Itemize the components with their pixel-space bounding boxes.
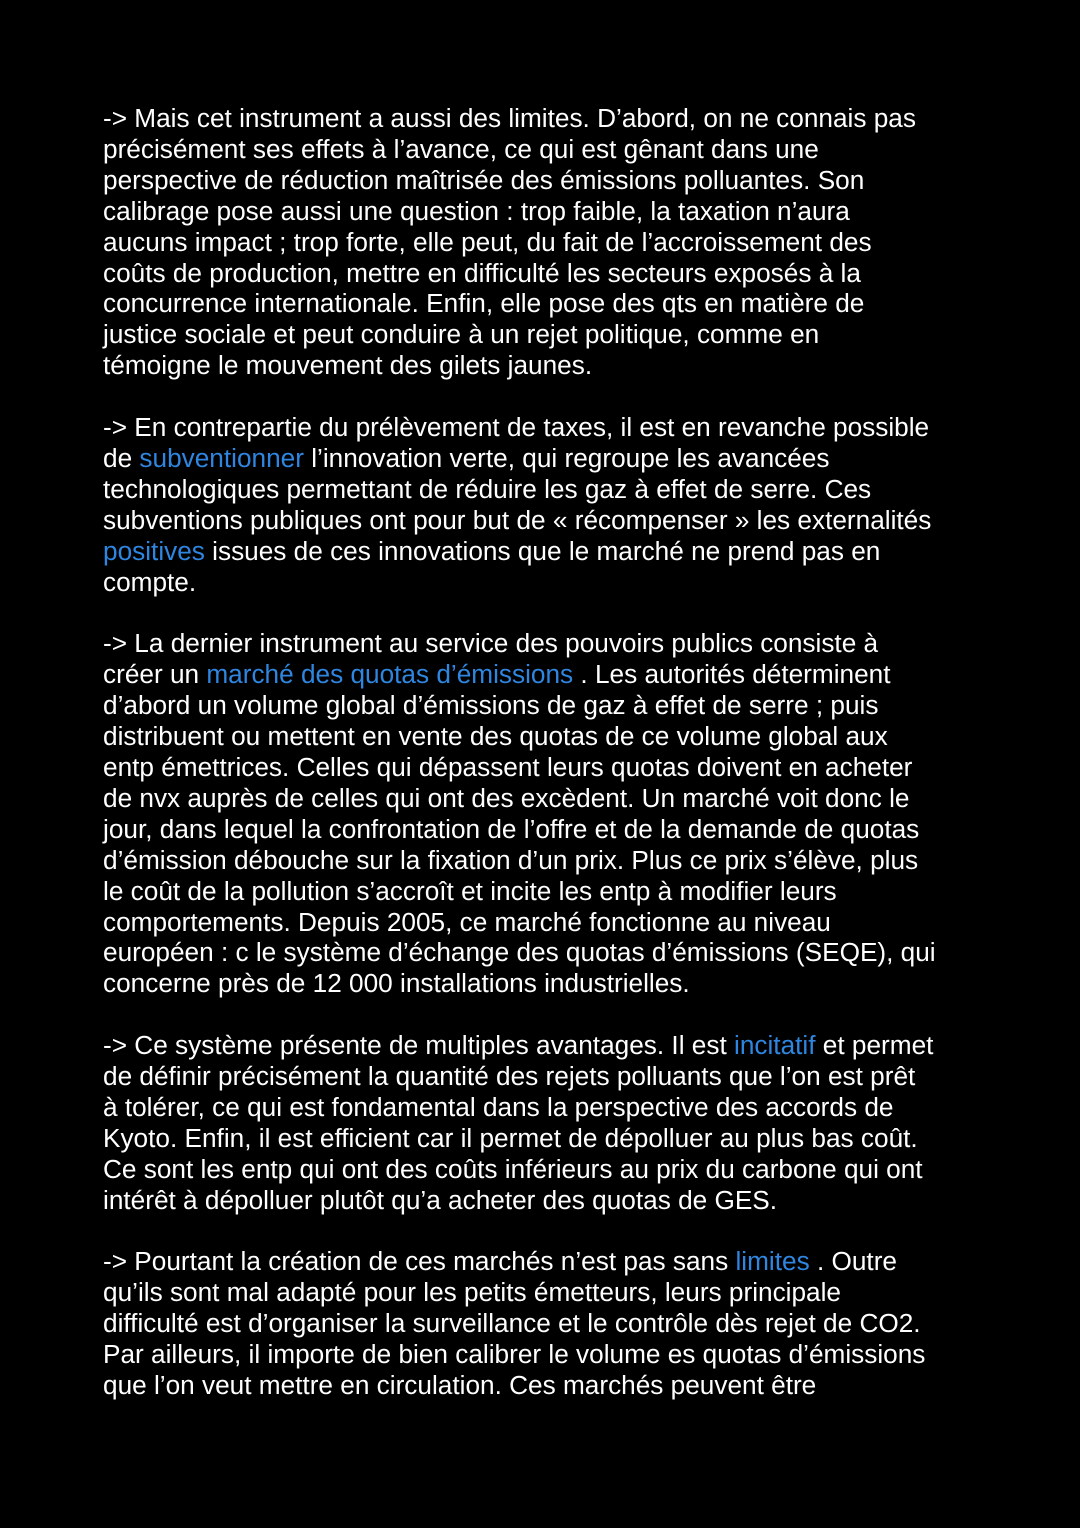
highlighted-term-subventionner: subventionner: [139, 442, 304, 473]
text-segment: et permet: [815, 1030, 934, 1061]
text-line: témoigne le mouvement des gilets jaunes.: [103, 350, 593, 381]
text-line: concurrence internationale. Enfin, elle pose des qts en matière de: [103, 288, 865, 319]
text-line: [103, 1246, 1003, 1277]
text-line: compte.: [103, 566, 197, 597]
text-line: -> En contrepartie du prélèvement de taxes, il est en revanche possible: [103, 412, 930, 443]
highlighted-term-positives: positives: [103, 535, 205, 566]
text-line: [103, 443, 1003, 474]
text-line: coûts de production, mettre en difficulté les secteurs exposés à la: [103, 257, 861, 288]
paragraph-limits-of-tax: [103, 103, 1003, 381]
text-line: jour, dans lequel la confrontation de l’offre et de la demande de quotas: [103, 813, 920, 844]
text-line: calibrage pose aussi une question : trop faible, la taxation n’aura: [103, 195, 850, 226]
text-line: d’abord un volume global d’émissions de gaz à effet de serre ; puis: [103, 690, 879, 721]
text-line: de définir précisément la quantité des rejets polluants que l’on est prêt: [103, 1061, 916, 1092]
text-line: aucuns impact ; trop forte, elle peut, du fait de l’accroissement des: [103, 226, 872, 257]
highlighted-term-incitatif: incitatif: [734, 1030, 816, 1061]
text-segment: de: [103, 442, 140, 473]
text-line: perspective de réduction maîtrisée des émissions polluantes. Son: [103, 164, 865, 195]
text-line: intérêt à dépolluer plutôt qu’a acheter des quotas de GES.: [103, 1184, 778, 1215]
text-line: entp émettrices. Celles qui dépassent leurs quotas doivent en acheter: [103, 752, 913, 782]
text-segment: issues de ces innovations que le marché ne prend pas en: [204, 535, 881, 566]
text-line: justice sociale et peut conduire à un rejet politique, comme en: [103, 319, 820, 350]
text-line: [103, 536, 1003, 567]
text-line: qu’ils sont mal adapté pour les petits émetteurs, leurs principale: [103, 1277, 841, 1308]
text-segment: -> Pourtant la création de ces marchés n’est pas sans: [103, 1246, 736, 1277]
text-line: difficulté est d’organiser la surveillance et le contrôle dès rejet de CO2.: [103, 1308, 921, 1339]
text-line: de nvx auprès de celles qui ont des excèdent. Un marché voit donc le: [103, 782, 910, 813]
text-line: -> La dernier instrument au service des pouvoirs publics consiste à: [103, 628, 879, 659]
paragraph-emission-quotas-market: [103, 628, 1003, 999]
text-line: le coût de la pollution s’accroît et incite les entp à modifier leurs: [103, 875, 837, 906]
text-line: concerne près de 12 000 installations industrielles.: [103, 968, 690, 999]
text-line: technologiques permettant de réduire les gaz à effet de serre. Ces: [103, 473, 872, 504]
text-line: -> Mais cet instrument a aussi des limites. D’abord, on ne connais pas: [103, 103, 916, 133]
text-line: précisément ses effets à l’avance, ce qui est gênant dans une: [103, 133, 819, 164]
text-line: comportements. Depuis 2005, ce marché fonctionne au niveau: [103, 906, 831, 937]
text-line: européen : c le système d’échange des quotas d’émissions (SEQE), qui: [103, 937, 936, 968]
text-line: Ce sont les entp qui ont des coûts inférieurs au prix du carbone qui ont: [103, 1153, 923, 1184]
text-line: à tolérer, ce qui est fondamental dans la perspective des accords de: [103, 1091, 894, 1122]
text-segment: . Les autorités déterminent: [573, 659, 891, 690]
text-line: que l’on veut mettre en circulation. Ces marchés peuvent être: [103, 1370, 817, 1401]
paragraph-advantages: [103, 1030, 1003, 1215]
text-segment: . Outre: [809, 1246, 897, 1277]
text-segment: -> Ce système présente de multiples avantages. Il est: [103, 1030, 734, 1061]
document-page: [103, 103, 1003, 1432]
text-line: Kyoto. Enfin, il est efficient car il permet de dépolluer au plus bas coût.: [103, 1122, 918, 1153]
paragraph-subsidies: [103, 412, 1003, 597]
text-line: distribuent ou mettent en vente des quotas de ce volume global aux: [103, 721, 888, 752]
text-line: [103, 659, 1003, 690]
text-segment: l’innovation verte, qui regroupe les avancées: [303, 442, 830, 473]
highlighted-term-marche-quotas: marché des quotas d’émissions: [206, 659, 574, 690]
text-line: Par ailleurs, il importe de bien calibrer le volume es quotas d’émissions: [103, 1339, 926, 1370]
text-segment: créer un: [103, 659, 207, 690]
text-line: [103, 1030, 1003, 1061]
text-line: subventions publiques ont pour but de « récompenser » les externalités: [103, 504, 932, 535]
text-line: d’émission débouche sur la fixation d’un prix. Plus ce prix s’élève, plus: [103, 844, 919, 875]
paragraph-market-limits: [103, 1246, 1003, 1401]
highlighted-term-limites: limites: [735, 1246, 810, 1277]
